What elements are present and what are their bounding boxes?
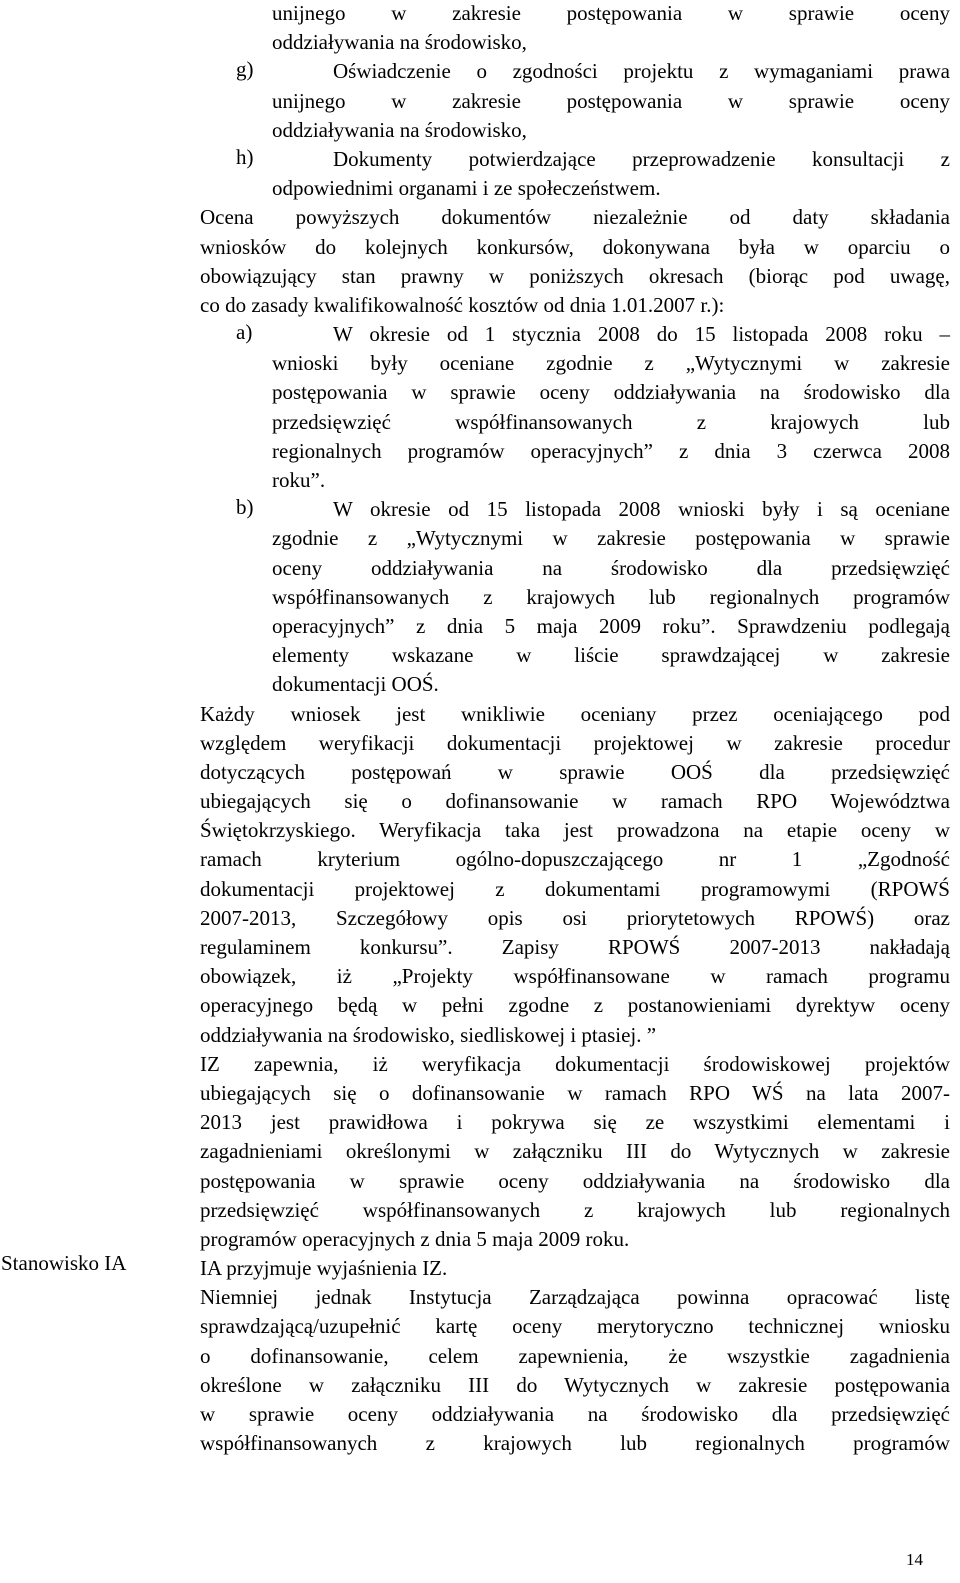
text-line: obowiązek, iż „Projekty współfinansowane w ramach programu bbox=[200, 964, 950, 989]
text-line: Świętokrzyskiego. Weryfikacja taka jest prowadzona na etapie oceny w bbox=[200, 818, 950, 843]
text-line: dokumentacji projektowej z dokumentami programowymi (RPOWŚ bbox=[200, 876, 950, 901]
text-line: względem weryfikacji dokumentacji projektowej w zakresie procedur bbox=[200, 730, 950, 755]
text-line: regionalnych programów operacyjnych” z dnia 3 czerwca 2008 bbox=[272, 438, 950, 463]
text-line: Niemniej jednak Instytucja Zarządzająca powinna opracować listę bbox=[200, 1285, 950, 1310]
text-line: przedsięwzięć współfinansowanych z krajowych lub regionalnych bbox=[200, 1197, 950, 1222]
text-line: w sprawie oceny oddziaływania na środowisko dla przedsięwzięć bbox=[200, 1402, 950, 1426]
paragraph-recommendation bbox=[200, 1283, 950, 1458]
text-line: 2007-2013, Szczegółowy opis osi priorytetowych RPOWŚ) oraz bbox=[200, 905, 950, 930]
text-line: dokumentacji OOŚ. bbox=[272, 672, 439, 697]
text-line: operacyjnych” z dnia 5 maja 2009 roku”. Sprawdzeniu podlegają bbox=[272, 613, 950, 638]
text-line: operacyjnego będą w pełni zgodne z postanowieniami dyrektyw oceny bbox=[200, 993, 950, 1018]
text-line: postępowania w sprawie oceny oddziaływania na środowisko dla bbox=[272, 380, 950, 405]
document-content bbox=[200, 0, 950, 1458]
text-line: 2013 jest prawidłowa i pokrywa się ze wszystkimi elementami i bbox=[200, 1110, 950, 1135]
text-line: przedsięwzięć współfinansowanych z krajowych lub bbox=[272, 409, 950, 434]
list-item-b bbox=[200, 495, 950, 699]
text-line: ramach kryterium ogólno-dopuszczającego nr 1 „Zgodność bbox=[200, 847, 950, 872]
text-line: IZ zapewnia, iż weryfikacja dokumentacji środowiskowej projektów bbox=[200, 1051, 950, 1076]
list-marker: a) bbox=[236, 320, 253, 345]
text-line: zgodnie z „Wytycznymi w zakresie postępowania w sprawie bbox=[272, 526, 950, 551]
text-line: W okresie od 15 listopada 2008 wnioski były i są oceniane bbox=[333, 497, 950, 522]
text-line: oddziaływania na środowisko, bbox=[272, 117, 527, 142]
text-line: obowiązujący stan prawny w poniższych okresach (biorąc pod uwagę, bbox=[200, 263, 950, 288]
text-line: IA przyjmuje wyjaśnienia IZ. bbox=[200, 1256, 448, 1281]
text-line: postępowania w sprawie oceny oddziaływania na środowisko dla bbox=[200, 1168, 950, 1193]
text-line: Ocena powyższych dokumentów niezależnie od daty składania bbox=[200, 205, 950, 230]
text-line: określone w załączniku III do Wytycznych w zakresie postępowania bbox=[200, 1372, 950, 1397]
continued-list-item-f bbox=[272, 0, 950, 57]
text-line: zagadnieniami określonymi w załączniku III do Wytycznych w zakresie bbox=[200, 1139, 950, 1164]
paragraph-assessment-basis bbox=[200, 203, 950, 320]
text-line: programów operacyjnych z dnia 5 maja 2009 roku. bbox=[200, 1226, 630, 1251]
list-item-g bbox=[200, 57, 950, 145]
text-line: wniosków do kolejnych konkursów, dokonywana była w oparciu o bbox=[200, 234, 950, 259]
text-line: Każdy wniosek jest wnikliwie oceniany przez oceniającego pod bbox=[200, 701, 950, 726]
text-line: ubiegających się o dofinansowanie w ramach RPO WŚ na lata 2007- bbox=[200, 1080, 950, 1105]
text-line: Dokumenty potwierdzające przeprowadzenie konsultacji z bbox=[333, 146, 950, 171]
text-line: elementy wskazane w liście sprawdzającej w zakresie bbox=[272, 643, 950, 668]
text-line: roku”. bbox=[272, 468, 326, 492]
text-line: co do zasady kwalifikowalność kosztów od dnia 1.01.2007 r.): bbox=[200, 292, 725, 317]
text-line: odpowiednimi organami i ze społeczeństwem. bbox=[272, 176, 661, 201]
text-line: unijnego w zakresie postępowania w sprawie oceny bbox=[272, 88, 950, 113]
text-line: Oświadczenie o zgodności projektu z wymaganiami prawa bbox=[333, 59, 950, 84]
text-line: dotyczących postępowań w sprawie OOŚ dla przedsięwzięć bbox=[200, 759, 950, 784]
list-item-a bbox=[200, 320, 950, 495]
text-line: oddziaływania na środowisko, siedliskowej i ptasiej. ” bbox=[200, 1022, 657, 1047]
text-line: oddziaływania na środowisko, bbox=[272, 30, 527, 55]
text-line: współfinansowanych z krajowych lub regionalnych programów bbox=[200, 1431, 950, 1456]
paragraph-iz-assurance bbox=[200, 1050, 950, 1254]
list-marker: g) bbox=[236, 57, 254, 82]
text-line: W okresie od 1 stycznia 2008 do 15 listopada 2008 roku – bbox=[333, 322, 950, 347]
page-number: 14 bbox=[906, 1550, 923, 1569]
paragraph-ia-accepts bbox=[200, 1254, 950, 1283]
list-item-h bbox=[200, 145, 950, 203]
text-line: wnioski były oceniane zgodnie z „Wytycznymi w zakresie bbox=[272, 351, 950, 376]
text-line: unijnego w zakresie postępowania w sprawie oceny bbox=[272, 1, 950, 25]
text-line: o dofinansowanie, celem zapewnienia, że wszystkie zagadnienia bbox=[200, 1343, 950, 1368]
paragraph-application-review bbox=[200, 700, 950, 1050]
text-line: ubiegających się o dofinansowanie w ramach RPO Województwa bbox=[200, 789, 950, 814]
text-line: oceny oddziaływania na środowisko dla przedsięwzięć bbox=[272, 555, 950, 580]
text-line: współfinansowanych z krajowych lub regionalnych programów bbox=[272, 584, 950, 609]
list-marker: h) bbox=[236, 144, 254, 169]
text-line: regulaminem konkursu”. Zapisy RPOWŚ 2007-2013 nakładają bbox=[200, 935, 950, 959]
list-marker: b) bbox=[236, 495, 254, 520]
row-label-stanowisko-ia: Stanowisko IA bbox=[1, 1251, 127, 1275]
text-line: sprawdzającą/uzupełnić kartę oceny merytoryczno technicznej wniosku bbox=[200, 1314, 950, 1339]
